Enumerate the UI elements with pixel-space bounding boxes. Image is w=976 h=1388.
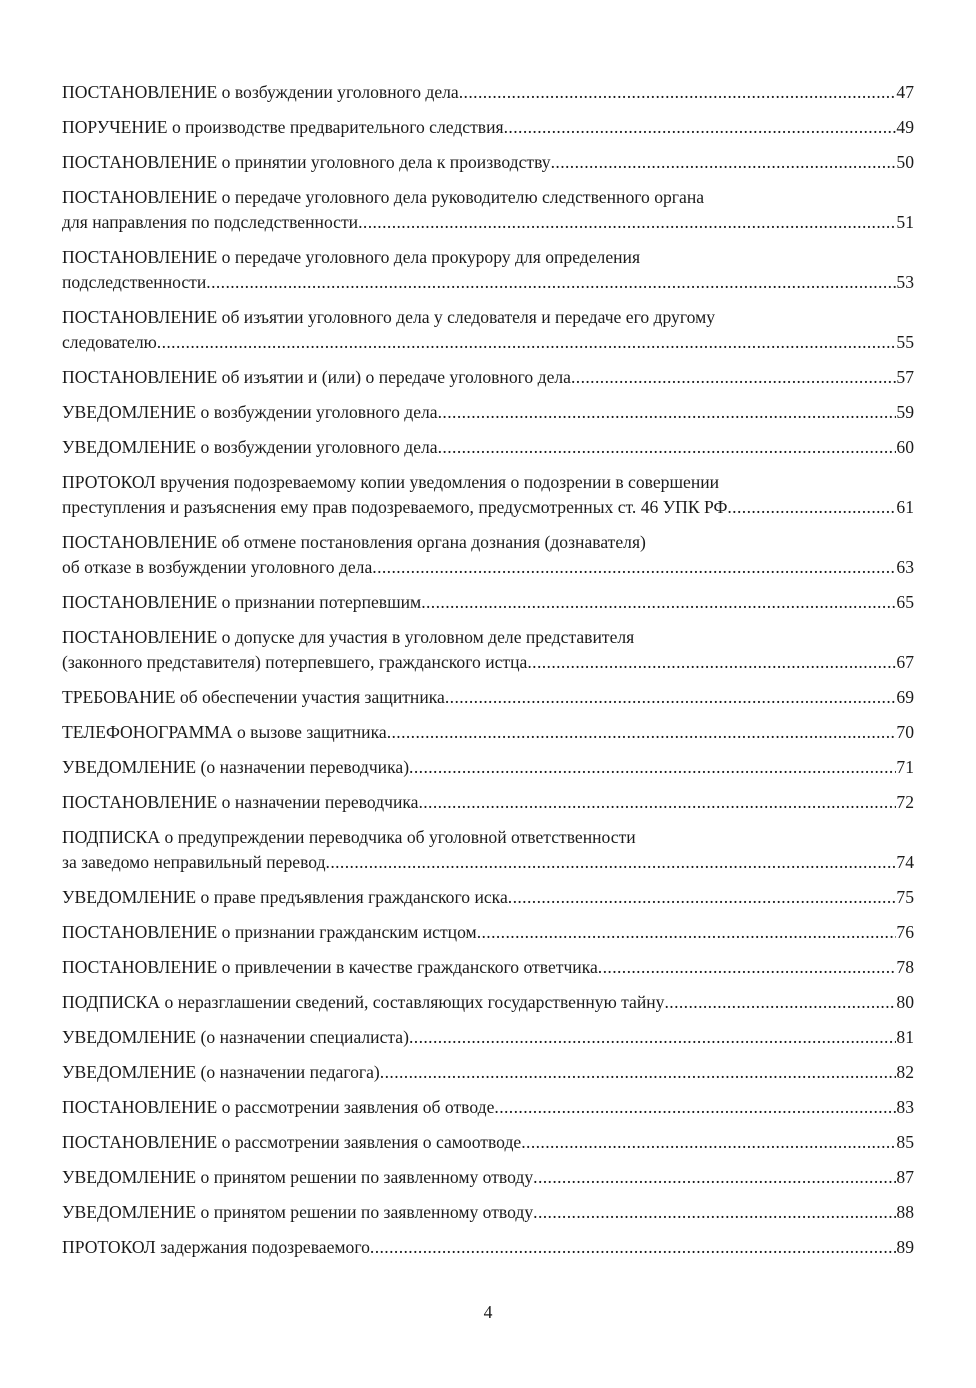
- toc-entry-page-number: 61: [896, 497, 914, 517]
- toc-entry-title-line: УВЕДОМЛЕНИЕ о праве предъявления гражданского иска: [62, 887, 508, 907]
- toc-entry: [62, 150, 914, 175]
- toc-entry-page-number: 55: [896, 332, 914, 352]
- toc-entry-page-number: 78: [896, 957, 914, 977]
- toc-entry-last-line: [62, 365, 914, 390]
- toc-entry-last-line: [62, 685, 914, 710]
- toc-entry-page-number: 81: [896, 1027, 914, 1047]
- toc-entry-page-number: 57: [896, 367, 914, 387]
- dot-leader: [459, 80, 897, 105]
- toc-entry-page-number: 49: [896, 117, 914, 137]
- dot-leader: [571, 365, 896, 390]
- toc-entry-title-line: ПОСТАНОВЛЕНИЕ о привлечении в качестве гражданского ответчика: [62, 957, 598, 977]
- dot-leader: [326, 850, 897, 875]
- toc-entry: [62, 365, 914, 390]
- dot-leader: [727, 495, 896, 520]
- toc-entry-last-line: [62, 955, 914, 980]
- toc-entry-last-line: [62, 330, 914, 355]
- toc-entry-page-number: 65: [896, 592, 914, 612]
- toc-entry-title-line: ТРЕБОВАНИЕ об обеспечении участия защитника: [62, 687, 445, 707]
- toc-entry-title-line: следователю: [62, 332, 157, 352]
- dot-leader: [533, 1200, 896, 1225]
- toc-entry-title-line: УВЕДОМЛЕНИЕ о принятом решении по заявленному отводу: [62, 1202, 534, 1222]
- dot-leader: [504, 115, 897, 140]
- toc-entry: [62, 685, 914, 710]
- toc-entry-last-line: [62, 1095, 914, 1120]
- toc-entry: [62, 1025, 914, 1050]
- toc-entry: [62, 1095, 914, 1120]
- dot-leader: [533, 1165, 896, 1190]
- toc-entry: [62, 530, 914, 580]
- toc-entry-page-number: 76: [896, 922, 914, 942]
- toc-entry-title-line: ПОСТАНОВЛЕНИЕ о принятии уголовного дела к производству: [62, 152, 551, 172]
- toc-entry-last-line: [62, 1025, 914, 1050]
- toc-entry-page-number: 72: [896, 792, 914, 812]
- dot-leader: [409, 755, 896, 780]
- toc-entry: [62, 80, 914, 105]
- toc-entry-title-line: УВЕДОМЛЕНИЕ о возбуждении уголовного дела: [62, 437, 438, 457]
- dot-leader: [380, 1060, 897, 1085]
- toc-entry-title-line: ПОСТАНОВЛЕНИЕ о назначении переводчика: [62, 792, 419, 812]
- toc-entry: [62, 825, 914, 875]
- toc-entry: [62, 1200, 914, 1225]
- dot-leader: [445, 685, 897, 710]
- toc-entry-title-line: ПОСТАНОВЛЕНИЕ о возбуждении уголовного дела: [62, 82, 459, 102]
- toc-entry-last-line: [62, 210, 914, 235]
- toc-entry-last-line: [62, 720, 914, 745]
- toc-entry-page-number: 70: [896, 722, 914, 742]
- toc-entry-last-line: [62, 1060, 914, 1085]
- toc-entry-last-line: [62, 755, 914, 780]
- toc-entry: [62, 1165, 914, 1190]
- dot-leader: [358, 210, 896, 235]
- toc-entry-title-line: УВЕДОМЛЕНИЕ (о назначении специалиста): [62, 1027, 409, 1047]
- toc-entry-last-line: [62, 435, 914, 460]
- toc-entry-title-line: ТЕЛЕФОНОГРАММА о вызове защитника: [62, 722, 387, 742]
- toc-entry: [62, 755, 914, 780]
- dot-leader: [421, 590, 896, 615]
- toc-entry-title-line: ПОСТАНОВЛЕНИЕ об изъятии и (или) о передаче уголовного дела: [62, 367, 571, 387]
- toc-entry-last-line: [62, 850, 914, 875]
- toc-entry-title-line: об отказе в возбуждении уголовного дела: [62, 557, 373, 577]
- toc-entry-last-line: [62, 400, 914, 425]
- dot-leader: [418, 790, 896, 815]
- toc-entry: [62, 990, 914, 1015]
- toc-entry: [62, 470, 914, 520]
- toc-entry-title-line: ПРОТОКОЛ вручения подозреваемому копии уведомления о подозрении в совершении: [62, 472, 720, 492]
- toc-entry-title-line: ПОДПИСКА о предупреждении переводчика об уголовной ответственности: [62, 827, 636, 847]
- dot-leader: [157, 330, 897, 355]
- toc-entry-last-line: [62, 790, 914, 815]
- toc-entry-last-line: [62, 1130, 914, 1155]
- toc-entry-last-line: [62, 885, 914, 910]
- toc-entry-page-number: 69: [896, 687, 914, 707]
- page-number: 4: [483, 1302, 493, 1322]
- toc-entry-last-line: [62, 1235, 914, 1260]
- toc-entry-title-line: УВЕДОМЛЕНИЕ (о назначении педагога): [62, 1062, 380, 1082]
- toc-entry: [62, 400, 914, 425]
- toc-entry: [62, 1235, 914, 1260]
- toc-entry-title-line: подследственности: [62, 272, 207, 292]
- toc-entry-page-number: 82: [896, 1062, 914, 1082]
- toc-entry-page-number: 85: [896, 1132, 914, 1152]
- dot-leader: [598, 955, 897, 980]
- toc-entry-page-number: 88: [896, 1202, 914, 1222]
- toc-entry-title-line: ПРОТОКОЛ задержания подозреваемого: [62, 1237, 370, 1257]
- toc-entry-title-line: УВЕДОМЛЕНИЕ о возбуждении уголовного дела: [62, 402, 438, 422]
- toc-entry-title-line: преступления и разъяснения ему прав подозреваемого, предусмотренных ст. 46 УПК РФ: [62, 497, 728, 517]
- toc-entry-page-number: 87: [896, 1167, 914, 1187]
- toc-entry-title-line: для направления по подследственности: [62, 212, 359, 232]
- toc-entry-page-number: 51: [896, 212, 914, 232]
- toc-entry-last-line: [62, 650, 914, 675]
- toc-entry-last-line: [62, 150, 914, 175]
- toc-entry-last-line: [62, 590, 914, 615]
- toc-entry-page-number: 83: [896, 1097, 914, 1117]
- toc-entry-last-line: [62, 270, 914, 295]
- dot-leader: [521, 1130, 896, 1155]
- dot-leader: [438, 400, 897, 425]
- toc-entry: [62, 625, 914, 675]
- toc-entry-last-line: [62, 1200, 914, 1225]
- toc-entry-title-line: ПОСТАНОВЛЕНИЕ о признании потерпевшим: [62, 592, 422, 612]
- toc-entry-last-line: [62, 990, 914, 1015]
- toc-entry-title-line: ПОДПИСКА о неразглашении сведений, составляющих государственную тайну: [62, 992, 665, 1012]
- toc-entry-page-number: 74: [896, 852, 914, 872]
- toc-entry-last-line: [62, 920, 914, 945]
- toc-entry-title-line: (законного представителя) потерпевшего, гражданского истца: [62, 652, 528, 672]
- dot-leader: [206, 270, 896, 295]
- dot-leader: [370, 1235, 897, 1260]
- toc-entry-title-line: ПОСТАНОВЛЕНИЕ об изъятии уголовного дела у следователя и передаче его другому: [62, 307, 716, 327]
- toc-entry-title-line: ПОРУЧЕНИЕ о производстве предварительного следствия: [62, 117, 504, 137]
- toc-entry-title-line: ПОСТАНОВЛЕНИЕ об отмене постановления органа дознания (дознавателя): [62, 532, 646, 552]
- toc-entry-title-line: ПОСТАНОВЛЕНИЕ о передаче уголовного дела прокурору для определения: [62, 247, 641, 267]
- toc-entry-title-line: ПОСТАНОВЛЕНИЕ о рассмотрении заявления об отводе: [62, 1097, 495, 1117]
- dot-leader: [477, 920, 897, 945]
- dot-leader: [409, 1025, 896, 1050]
- toc-entry: [62, 590, 914, 615]
- toc-entry-page-number: 71: [896, 757, 914, 777]
- toc-entry-title-line: УВЕДОМЛЕНИЕ о принятом решении по заявленному отводу: [62, 1167, 534, 1187]
- dot-leader: [438, 435, 897, 460]
- toc-entry-page-number: 50: [896, 152, 914, 172]
- toc-entry-page-number: 67: [896, 652, 914, 672]
- toc-entry-page-number: 60: [896, 437, 914, 457]
- toc-entry: [62, 245, 914, 295]
- toc-entry-page-number: 59: [896, 402, 914, 422]
- dot-leader: [664, 990, 896, 1015]
- toc-entry-title-line: ПОСТАНОВЛЕНИЕ о допуске для участия в уголовном деле представителя: [62, 627, 635, 647]
- toc-entry-title-line: ПОСТАНОВЛЕНИЕ о рассмотрении заявления о самоотводе: [62, 1132, 522, 1152]
- toc-entry-page-number: 75: [896, 887, 914, 907]
- toc-entry-page-number: 47: [896, 82, 914, 102]
- toc-entry: [62, 955, 914, 980]
- dot-leader: [494, 1095, 896, 1120]
- toc-entry-last-line: [62, 555, 914, 580]
- dot-leader: [372, 555, 896, 580]
- toc-entry-last-line: [62, 495, 914, 520]
- dot-leader: [551, 150, 897, 175]
- table-of-contents: [62, 80, 914, 1270]
- toc-entry-page-number: 80: [896, 992, 914, 1012]
- toc-entry-page-number: 89: [896, 1237, 914, 1257]
- toc-entry-title-line: за заведомо неправильный перевод: [62, 852, 326, 872]
- toc-entry-last-line: [62, 80, 914, 105]
- toc-entry: [62, 305, 914, 355]
- toc-entry-page-number: 53: [896, 272, 914, 292]
- dot-leader: [508, 885, 897, 910]
- dot-leader: [527, 650, 896, 675]
- toc-entry: [62, 1130, 914, 1155]
- toc-entry-title-line: ПОСТАНОВЛЕНИЕ о передаче уголовного дела руководителю следственного органа: [62, 187, 705, 207]
- toc-entry: [62, 115, 914, 140]
- toc-entry-title-line: УВЕДОМЛЕНИЕ (о назначении переводчика): [62, 757, 410, 777]
- toc-entry: [62, 435, 914, 460]
- toc-entry: [62, 920, 914, 945]
- dot-leader: [387, 720, 897, 745]
- toc-entry: [62, 885, 914, 910]
- toc-entry-last-line: [62, 1165, 914, 1190]
- toc-entry: [62, 1060, 914, 1085]
- toc-entry: [62, 185, 914, 235]
- toc-entry-title-line: ПОСТАНОВЛЕНИЕ о признании гражданским истцом: [62, 922, 477, 942]
- toc-entry: [62, 720, 914, 745]
- toc-entry-last-line: [62, 115, 914, 140]
- toc-entry-page-number: 63: [896, 557, 914, 577]
- toc-entry: [62, 790, 914, 815]
